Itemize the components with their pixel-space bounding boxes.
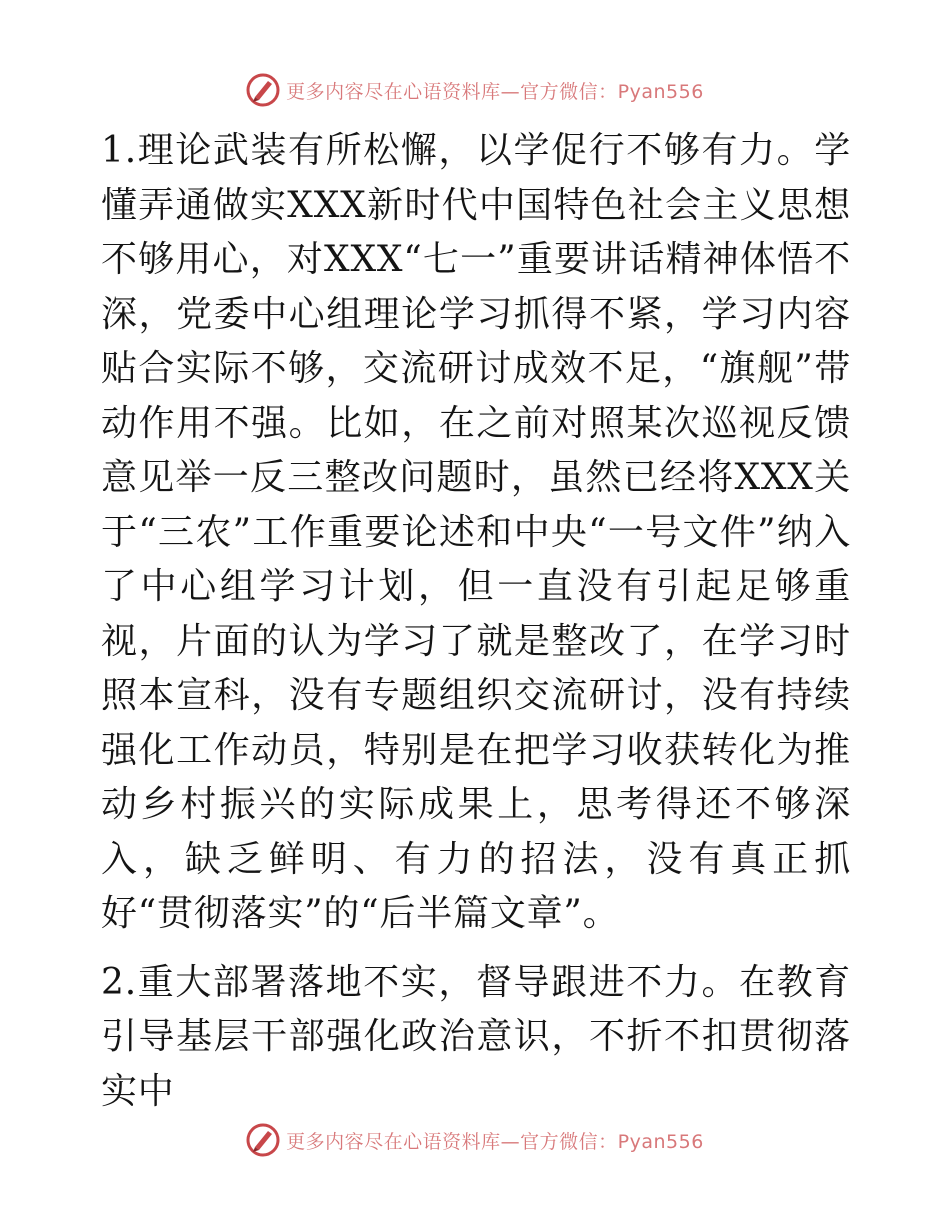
pen-logo-icon [246, 1123, 280, 1157]
watermark-header [0, 72, 950, 108]
watermark-footer [0, 1122, 950, 1158]
document-body [101, 124, 851, 1119]
paragraph-1: 1.理论武装有所松懈，以学促行不够有力。学懂弄通做实XXX新时代中国特色社会主义思想不够用心，对XXX“七一”重要讲话精神体悟不深，党委中心组理论学习抓得不紧，学习内容贴合实际不够，交流研讨成效不足，“旗舰”带动作用不强。比如，在之前对照某次巡视反馈意见举一反三整改问题时，虽然已经将XXX关于“三农”工作重要论述和中央“一号文件”纳入了中心组学习计划，但一直没有引起足够重视，片面的认为学习了就是整改了，在学习时照本宣科，没有专题组织交流研讨，没有持续强化工作动员，特别是在把学习收获转化为推动乡村振兴的实际成果上，思考得还不够深入，缺乏鲜明、有力的招法，没有真正抓好“贯彻落实”的“后半篇文章”。 [101, 130, 851, 934]
watermark-text: 更多内容尽在心语资料库—官方微信：Pyan556 [286, 1130, 704, 1153]
pen-logo-icon [246, 73, 280, 107]
paragraph-2: 2.重大部署落地不实，督导跟进不力。在教育引导基层干部强化政治意识，不折不扣贯彻落实中 [101, 961, 851, 1112]
watermark-text: 更多内容尽在心语资料库—官方微信：Pyan556 [286, 80, 704, 103]
